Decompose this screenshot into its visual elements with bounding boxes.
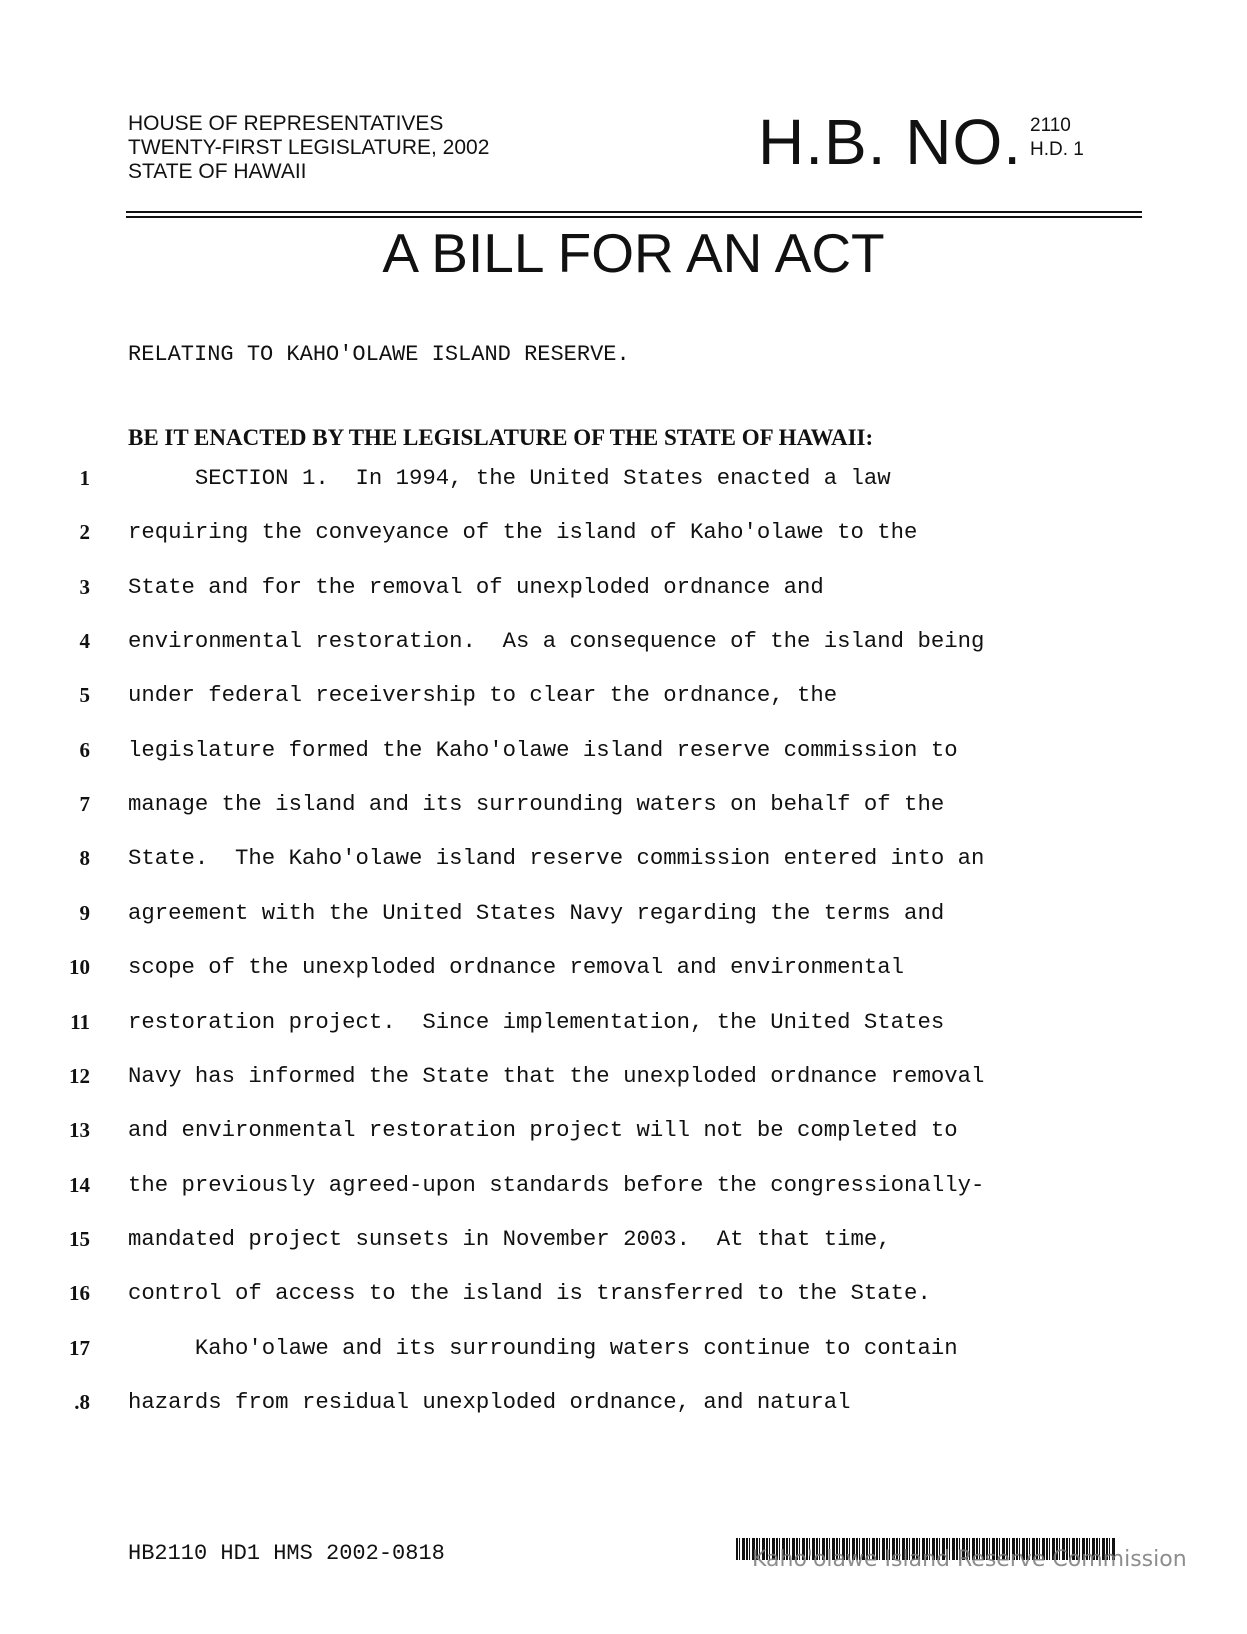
line-number: 3 [79,574,90,599]
line-text: environmental restoration. As a consequence of the island being [128,628,985,655]
line-text: restoration project. Since implementation, the United States [128,1008,945,1035]
line-text: and environmental restoration project will not be completed to [128,1117,958,1144]
header-left-block [128,112,489,184]
body-line [0,788,1247,820]
bill-number-block [1030,114,1084,162]
relating-clause: RELATING TO KAHO'OLAWE ISLAND RESERVE. [128,342,630,367]
body-line [0,679,1247,711]
line-number: 4 [79,629,90,654]
body-line [0,462,1247,494]
line-number: 1 [79,466,90,490]
line-number: 15 [69,1226,90,1251]
body-line [0,1006,1247,1038]
line-text: manage the island and its surrounding waters on behalf of the [128,791,945,818]
bill-number: 2110 [1030,115,1071,136]
line-text: under federal receivership to clear the ordnance, the [128,682,838,709]
chamber-name: HOUSE OF REPRESENTATIVES [128,112,444,135]
bill-title: A BILL FOR AN ACT [382,222,885,284]
body-line [0,1277,1247,1309]
body-line [0,1332,1247,1364]
line-number: 10 [69,955,90,980]
line-text: hazards from residual unexploded ordnance, and natural [128,1388,851,1415]
draft-number: H.D. 1 [1030,139,1084,160]
line-text: scope of the unexploded ordnance removal and environmental [128,954,905,981]
line-number: 17 [69,1335,90,1360]
watermark: Kaho'olawe Island Reserve Commission [752,1547,1187,1572]
line-text: State and for the removal of unexploded ordnance and [128,573,824,600]
line-number: 9 [79,900,90,925]
line-text: mandated project sunsets in November 2003. At that time, [128,1225,891,1252]
header-rule-bottom [126,216,1142,218]
bill-label: H.B. NO. [758,106,1023,178]
enacting-clause: BE IT ENACTED BY THE LEGISLATURE OF THE STATE OF HAWAII: [128,425,874,450]
line-text: control of access to the island is transferred to the State. [128,1280,931,1307]
line-number: 16 [69,1281,90,1306]
body-line [0,1169,1247,1201]
line-text: agreement with the United States Navy regarding the terms and [128,899,945,926]
body-line [0,625,1247,657]
line-text: the previously agreed-upon standards before the congressionally- [128,1171,985,1198]
body-line [0,516,1247,548]
body-line [0,1386,1247,1418]
body-line [0,1223,1247,1255]
body-line [0,897,1247,929]
body-line [0,571,1247,603]
line-number: 8 [79,846,90,871]
legislature-session: TWENTY-FIRST LEGISLATURE, 2002 [128,136,490,159]
line-number: 7 [79,792,90,817]
body-line [0,842,1247,874]
line-number: 13 [69,1118,90,1143]
line-text: legislature formed the Kaho'olawe island reserve commission to [128,736,958,763]
line-number: 14 [69,1172,90,1197]
line-number: .8 [74,1389,90,1414]
line-number: 5 [79,683,90,708]
line-number: 6 [79,737,90,762]
body-line [0,734,1247,766]
line-number: 12 [69,1063,90,1088]
body-line [0,1060,1247,1092]
line-text: Kaho'olawe and its surrounding waters continue to contain [128,1334,958,1361]
body-line [0,1114,1247,1146]
state-name: STATE OF HAWAII [128,160,307,183]
body-line [0,951,1247,983]
document-id: HB2110 HD1 HMS 2002-0818 [128,1541,445,1566]
header-rule-top [126,211,1142,213]
line-text: SECTION 1. In 1994, the United States enacted a law [128,465,891,491]
line-number: 2 [79,520,90,545]
line-text: requiring the conveyance of the island of Kaho'olawe to the [128,519,918,546]
line-text: State. The Kaho'olawe island reserve commission entered into an [128,845,985,872]
line-text: Navy has informed the State that the unexploded ordnance removal [128,1062,985,1089]
line-number: 11 [70,1009,90,1034]
